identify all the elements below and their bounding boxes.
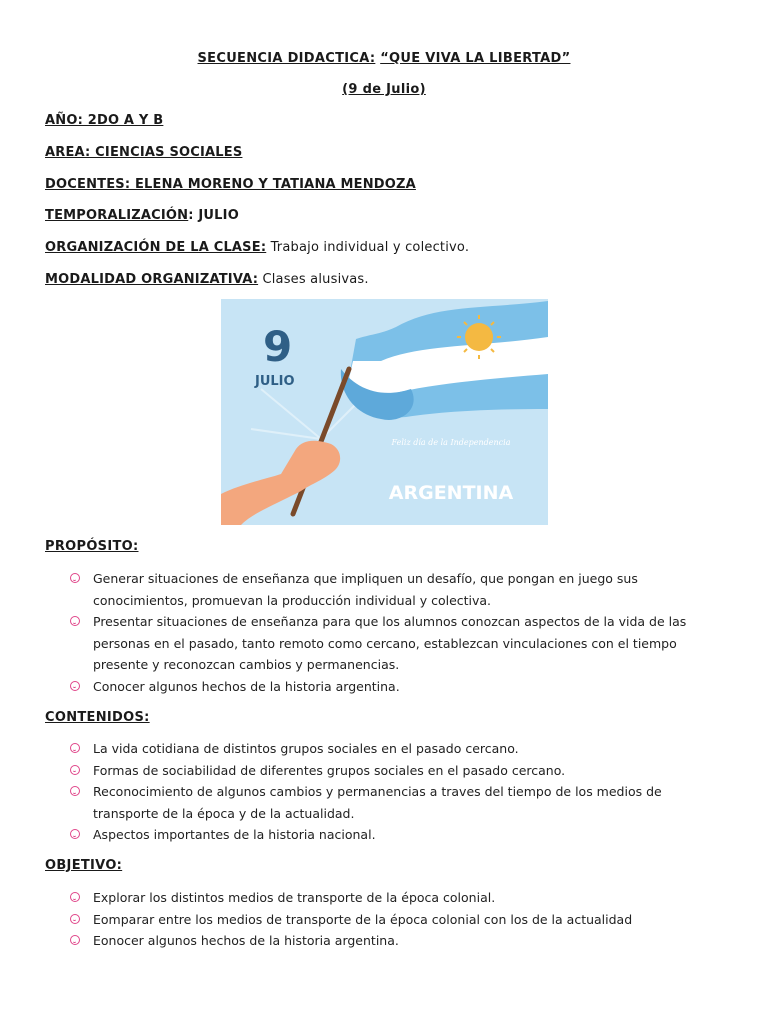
organizacion-value: Trabajo individual y colectivo. [266, 240, 470, 255]
independence-day-illustration [221, 299, 548, 525]
list-item: Eomparar entre los medios de transporte de la época colonial con los de la actualidad [70, 909, 632, 931]
field-area: AREA: CIENCIAS SOCIALES [45, 145, 243, 160]
smiley-bullet-icon [70, 829, 80, 839]
list-item: Formas de sociabilidad de diferentes grupos sociales en el pasado cercano. [70, 760, 662, 782]
organizacion-label: ORGANIZACIÓN DE LA CLASE: [45, 240, 267, 255]
list-item: Conocer algunos hechos de la historia argentina. [70, 676, 686, 698]
list-item: La vida cotidiana de distintos grupos sociales en el pasado cercano. [70, 738, 662, 760]
contenidos-list [70, 738, 662, 846]
smiley-bullet-icon [70, 573, 80, 583]
proposito-heading: PROPÓSITO: [45, 539, 139, 554]
temporalizacion-value: : JULIO [188, 208, 239, 223]
sun-of-may-icon [465, 323, 493, 351]
caption-text: Feliz día de la Independencia [391, 438, 511, 447]
modalidad-value: Clases alusivas. [258, 272, 369, 287]
smiley-bullet-icon [70, 616, 80, 626]
document-title [0, 51, 768, 66]
day-number: 9 [263, 322, 293, 371]
country-text: ARGENTINA [388, 482, 514, 504]
list-item: Eonocer algunos hechos de la historia argentina. [70, 930, 632, 952]
month-label: JULIO [255, 374, 295, 389]
objetivo-heading: OBJETIVO: [45, 858, 123, 873]
smiley-bullet-icon [70, 935, 80, 945]
list-item: Aspectos importantes de la historia nacional. [70, 824, 662, 846]
smiley-bullet-icon [70, 681, 80, 691]
temporalizacion-label: TEMPORALIZACIÓN [45, 208, 189, 223]
smiley-bullet-icon [70, 786, 80, 796]
proposito-list [70, 568, 686, 697]
document-date: (9 de Julio) [342, 82, 426, 97]
smiley-bullet-icon [70, 765, 80, 775]
field-organizacion [45, 240, 469, 255]
list-item: Explorar los distintos medios de transporte de la época colonial. [70, 887, 632, 909]
list-item: personas en el pasado, tanto remoto como cercano, establezcan vinculaciones con el tiempo [93, 635, 677, 651]
title-main: “QUE VIVA LA LIBERTAD” [380, 51, 571, 66]
field-anio: AÑO: 2DO A Y B [45, 113, 164, 128]
objetivo-list [70, 887, 632, 952]
list-item: presente y reconozcan cambios y permanencias. [93, 657, 400, 672]
smiley-bullet-icon [70, 892, 80, 902]
list-item: transporte de la época y de la actualidad. [93, 805, 355, 821]
smiley-bullet-icon [70, 743, 80, 753]
field-modalidad [45, 272, 369, 287]
field-docentes: DOCENTES: ELENA MORENO Y TATIANA MENDOZA [45, 177, 416, 192]
list-item: Presentar situaciones de enseñanza para que los alumnos conozcan aspectos de la vida de las [70, 611, 686, 633]
list-item: Generar situaciones de enseñanza que impliquen un desafío, que pongan en juego sus [70, 568, 686, 590]
contenidos-heading: CONTENIDOS: [45, 710, 150, 725]
field-temporalizacion [45, 208, 239, 223]
list-item: conocimientos, promuevan la producción individual y colectiva. [93, 592, 492, 608]
title-prefix: SECUENCIA DIDACTICA: [197, 51, 376, 66]
list-item: Reconocimiento de algunos cambios y permanencias a traves del tiempo de los medios de [70, 781, 662, 803]
smiley-bullet-icon [70, 914, 80, 924]
modalidad-label: MODALIDAD ORGANIZATIVA: [45, 272, 259, 287]
